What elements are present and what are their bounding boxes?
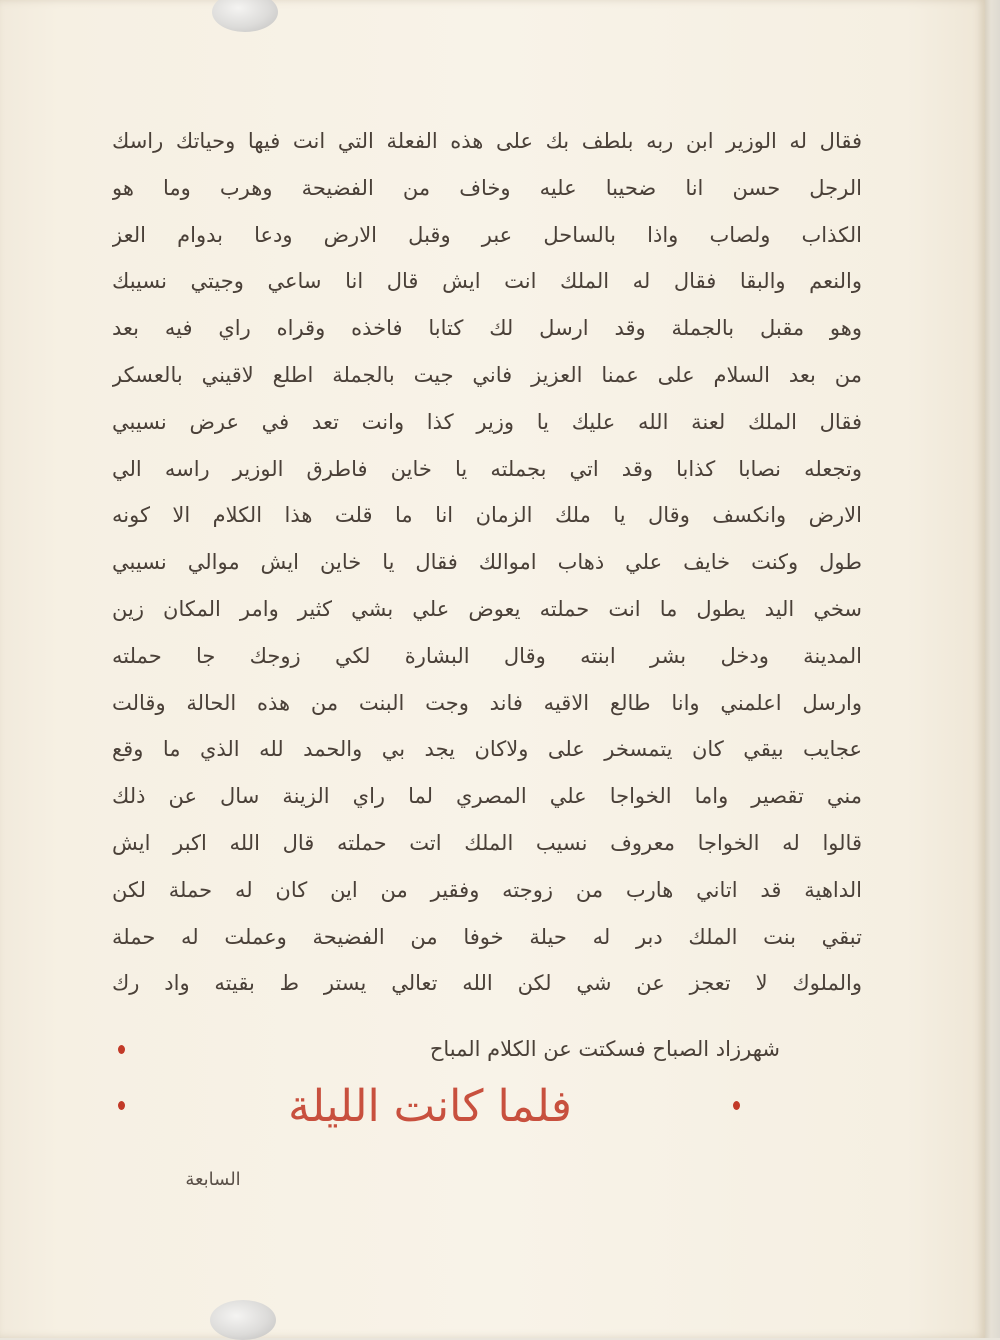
text-line: تبقي بنت الملك دبر له حيلة خوفا من الفضيحة وعملت له حملة	[112, 924, 862, 949]
text-line: والملوك لا تعجز عن شي لكن الله تعالي يستر ط بقيته واد رك	[112, 971, 862, 996]
rubric-dot-icon	[733, 1101, 740, 1110]
text-line: عجايب بيقي كان يتمسخر على ولاكان يجد بي والحمد لله الذي ما وقع	[112, 737, 862, 762]
page-edge	[985, 0, 1000, 1338]
text-line: طول وكنت خايف علي ذهاب اموالك فقال يا خاين ايش موالي نسيبي	[112, 550, 862, 575]
text-line: وتجعله نصابا كذابا وقد اتي بجملته يا خاين فاطرق الوزير راسه الي	[112, 456, 862, 481]
text-line: فقال له الوزير ابن ربه بلطف بك على هذه الفعلة التي انت فيها وحياتك راسك	[112, 129, 862, 153]
rubric-dot-icon	[118, 1045, 125, 1054]
text-line: مني تقصير واما الخواجا علي المصري لما راي الزينة سال عن ذلك	[112, 784, 862, 809]
text-line: المدينة ودخل بشر ابنته وقال البشارة لكي زوجك جا حملته	[112, 643, 862, 668]
manuscript-text-block	[112, 118, 862, 1007]
text-line: قالوا له الخواجا معروف نسيب الملك اتت حملته قال الله اكبر ايش	[112, 830, 862, 855]
text-line: سخي اليد يطول ما انت حملته يعوض علي بشي كثير وامر المكان زين	[112, 596, 862, 621]
page-clip-bottom	[210, 1300, 276, 1340]
text-line: من بعد السلام على عمنا العزيز فاني جيت بالجملة اطلع لاقيني بالعسكر	[112, 362, 862, 387]
text-line: والنعم والبقا فقال له الملك انت ايش قال انا ساعي وجيتي نسيبك	[112, 269, 862, 294]
rubric-dot-icon	[118, 1101, 125, 1110]
night-heading: فلما كانت الليلة	[288, 1081, 572, 1132]
text-line: الكذاب ولصاب واذا بالساحل عبر وقبل الارض ودعا بدوام العز	[112, 222, 862, 247]
text-line: الرجل حسن انا ضحيبا عليه وخاف من الفضيحة وهرب وما هو	[112, 175, 862, 200]
text-line: فقال الملك لعنة الله عليك يا وزير كذا وانت تعد في عرض نسيبي	[112, 409, 862, 434]
text-line: الداهية قد اتاني هارب من زوجته وفقير من اين كان له حملة لكن	[112, 877, 862, 902]
text-line: وهو مقبل بالجملة وقد ارسل لك كتابا فاخذه وقراه راي فيه بعد	[112, 316, 862, 341]
catchword: السابعة	[185, 1169, 241, 1190]
text-line: الارض وانكسف وقال يا ملك الزمان انا ما قلت هذا الكلام الا كونه	[112, 503, 862, 528]
text-line: وارسل اعلمني وانا طالع الاقيه فاند وجت البنت من هذه الحالة وقالت	[112, 690, 862, 715]
final-text-line: شهرزاد الصباح فسكتت عن الكلام المباح	[429, 1037, 780, 1061]
